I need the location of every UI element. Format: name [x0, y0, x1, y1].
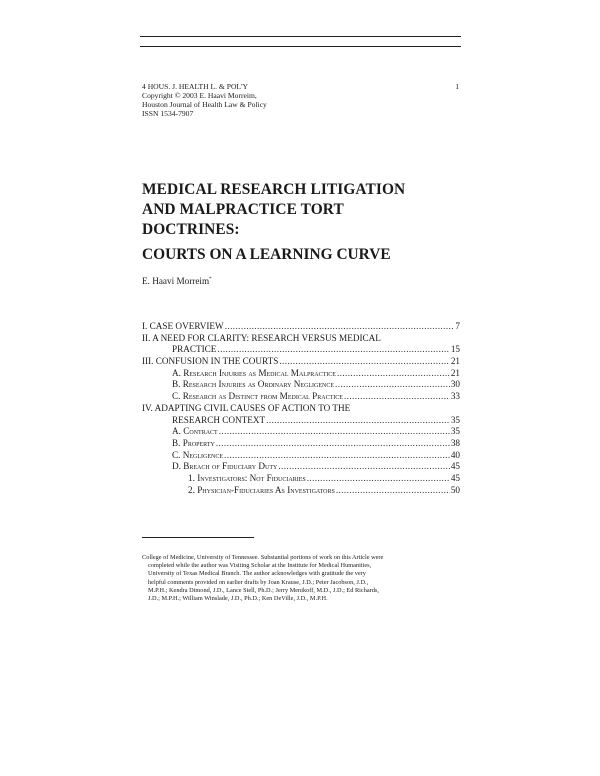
toc-page: 21: [450, 367, 460, 378]
toc-entry[interactable]: [142, 426, 460, 438]
toc-leader: [266, 415, 450, 427]
issn-line: ISSN 1534-7907: [142, 109, 194, 118]
title-line-3: DOCTRINES:: [142, 221, 240, 238]
title-line-2: AND MALPRACTICE TORT: [142, 201, 344, 218]
toc-page: 38: [450, 437, 460, 448]
toc-leader: [336, 485, 450, 497]
page-number: 1: [455, 82, 459, 91]
journal-citation: 4 HOUS. J. HEALTH L. & POL'Y: [142, 82, 248, 91]
top-rule-1: [140, 36, 461, 37]
toc-entry[interactable]: [142, 321, 460, 333]
author-footnote-mark: *: [209, 276, 212, 282]
toc-label: RESEARCH CONTEXT: [172, 414, 266, 425]
author-byline: [142, 276, 212, 286]
toc-entry[interactable]: [142, 368, 460, 380]
footnote-line: M.P.H.; Kendra Dimond, J.D., Lance Stell, Ph.D.; Jerry Menikoff, M.D., J.D.; Ed Richards,: [148, 586, 379, 594]
author-name: E. Haavi Morreim: [142, 276, 210, 286]
toc-label: A. Contract: [172, 426, 218, 437]
toc-leader: [344, 391, 450, 403]
toc-leader: [278, 461, 449, 473]
toc-label: 2. Physician-Fiduciaries As Investigators: [188, 484, 335, 495]
toc-leader: [217, 344, 449, 356]
toc-label: D. Breach of Fiduciary Duty: [172, 461, 278, 472]
author-footnote: [142, 554, 462, 603]
toc-leader: [225, 321, 455, 333]
toc-entry[interactable]: [142, 438, 460, 450]
toc-label: 1. Investigators: Not Fiduciaries: [188, 472, 306, 483]
toc-page: 7: [455, 321, 460, 331]
toc-entry[interactable]: [142, 485, 460, 497]
toc-entry[interactable]: [142, 333, 460, 345]
toc-leader: [224, 450, 450, 462]
footnote-line: helpful comments provided on earlier drafts by Joan Krause, J.D.; Peter Jacobson, J.D.,: [148, 578, 369, 586]
toc-page: 15: [450, 344, 460, 355]
toc-entry[interactable]: [142, 344, 460, 356]
toc-entry[interactable]: [142, 379, 460, 391]
toc-leader: [335, 379, 450, 391]
toc-label: III. CONFUSION IN THE COURTS: [142, 356, 279, 367]
toc-label: A. Research Injuries as Medical Malpractice: [172, 367, 336, 378]
toc-leader: [279, 356, 449, 368]
table-of-contents: [142, 321, 460, 496]
footnote-line: College of Medicine, University of Tennessee. Substantial portions of work on this Article were: [142, 554, 384, 561]
toc-entry[interactable]: [142, 403, 460, 415]
toc-leader: [219, 426, 450, 438]
toc-label: B. Property: [172, 437, 215, 448]
toc-page: 21: [450, 356, 460, 367]
footnote-line: University of Texas Medical Branch. The author acknowledges with gratitude the very: [148, 570, 366, 578]
toc-page: 30: [450, 379, 460, 390]
toc-label: C. Research as Distinct from Medical Practice: [172, 391, 343, 402]
footnote-divider: [142, 537, 254, 538]
toc-entry[interactable]: [142, 450, 460, 462]
toc-entry[interactable]: [142, 473, 460, 485]
toc-leader: [307, 473, 450, 485]
journal-header: [142, 82, 462, 118]
title-line-1: MEDICAL RESEARCH LITIGATION: [142, 181, 406, 198]
toc-page: 33: [450, 391, 460, 402]
toc-entry[interactable]: [142, 415, 460, 427]
toc-page: 35: [450, 414, 460, 425]
toc-label: I. CASE OVERVIEW: [142, 321, 224, 331]
toc-page: 45: [450, 472, 460, 483]
toc-page: 40: [450, 449, 460, 460]
copyright-line: Copyright © 2003 E. Haavi Morreim,: [142, 91, 257, 100]
top-rule-2: [140, 46, 461, 47]
toc-label: II. A NEED FOR CLARITY: RESEARCH VERSUS MEDICAL: [142, 332, 381, 343]
toc-entry[interactable]: [142, 391, 460, 403]
footnote-line: completed while the author was Visiting Scholar at the Institute for Medical Humanities,: [148, 562, 372, 570]
toc-entry[interactable]: [142, 461, 460, 473]
toc-page: 35: [450, 426, 460, 437]
article-title: [142, 180, 462, 240]
toc-label: B. Research Injuries as Ordinary Negligence: [172, 379, 335, 390]
article-subtitle: COURTS ON A LEARNING CURVE: [142, 246, 391, 263]
toc-entry[interactable]: [142, 356, 460, 368]
journal-name: Houston Journal of Health Law & Policy: [142, 100, 267, 109]
toc-page: 50: [450, 484, 460, 495]
toc-leader: [216, 438, 450, 450]
toc-label: IV. ADAPTING CIVIL CAUSES OF ACTION TO THE: [142, 402, 351, 413]
toc-leader: [337, 368, 450, 380]
toc-label: C. Negligence: [172, 449, 224, 460]
toc-page: 45: [450, 461, 460, 472]
footnote-line: J.D.; M.P.H.; William Winslade, J.D., Ph.D.; Ken DeVille, J.D., M.P.H.: [148, 595, 328, 603]
toc-label: PRACTICE: [172, 344, 217, 355]
